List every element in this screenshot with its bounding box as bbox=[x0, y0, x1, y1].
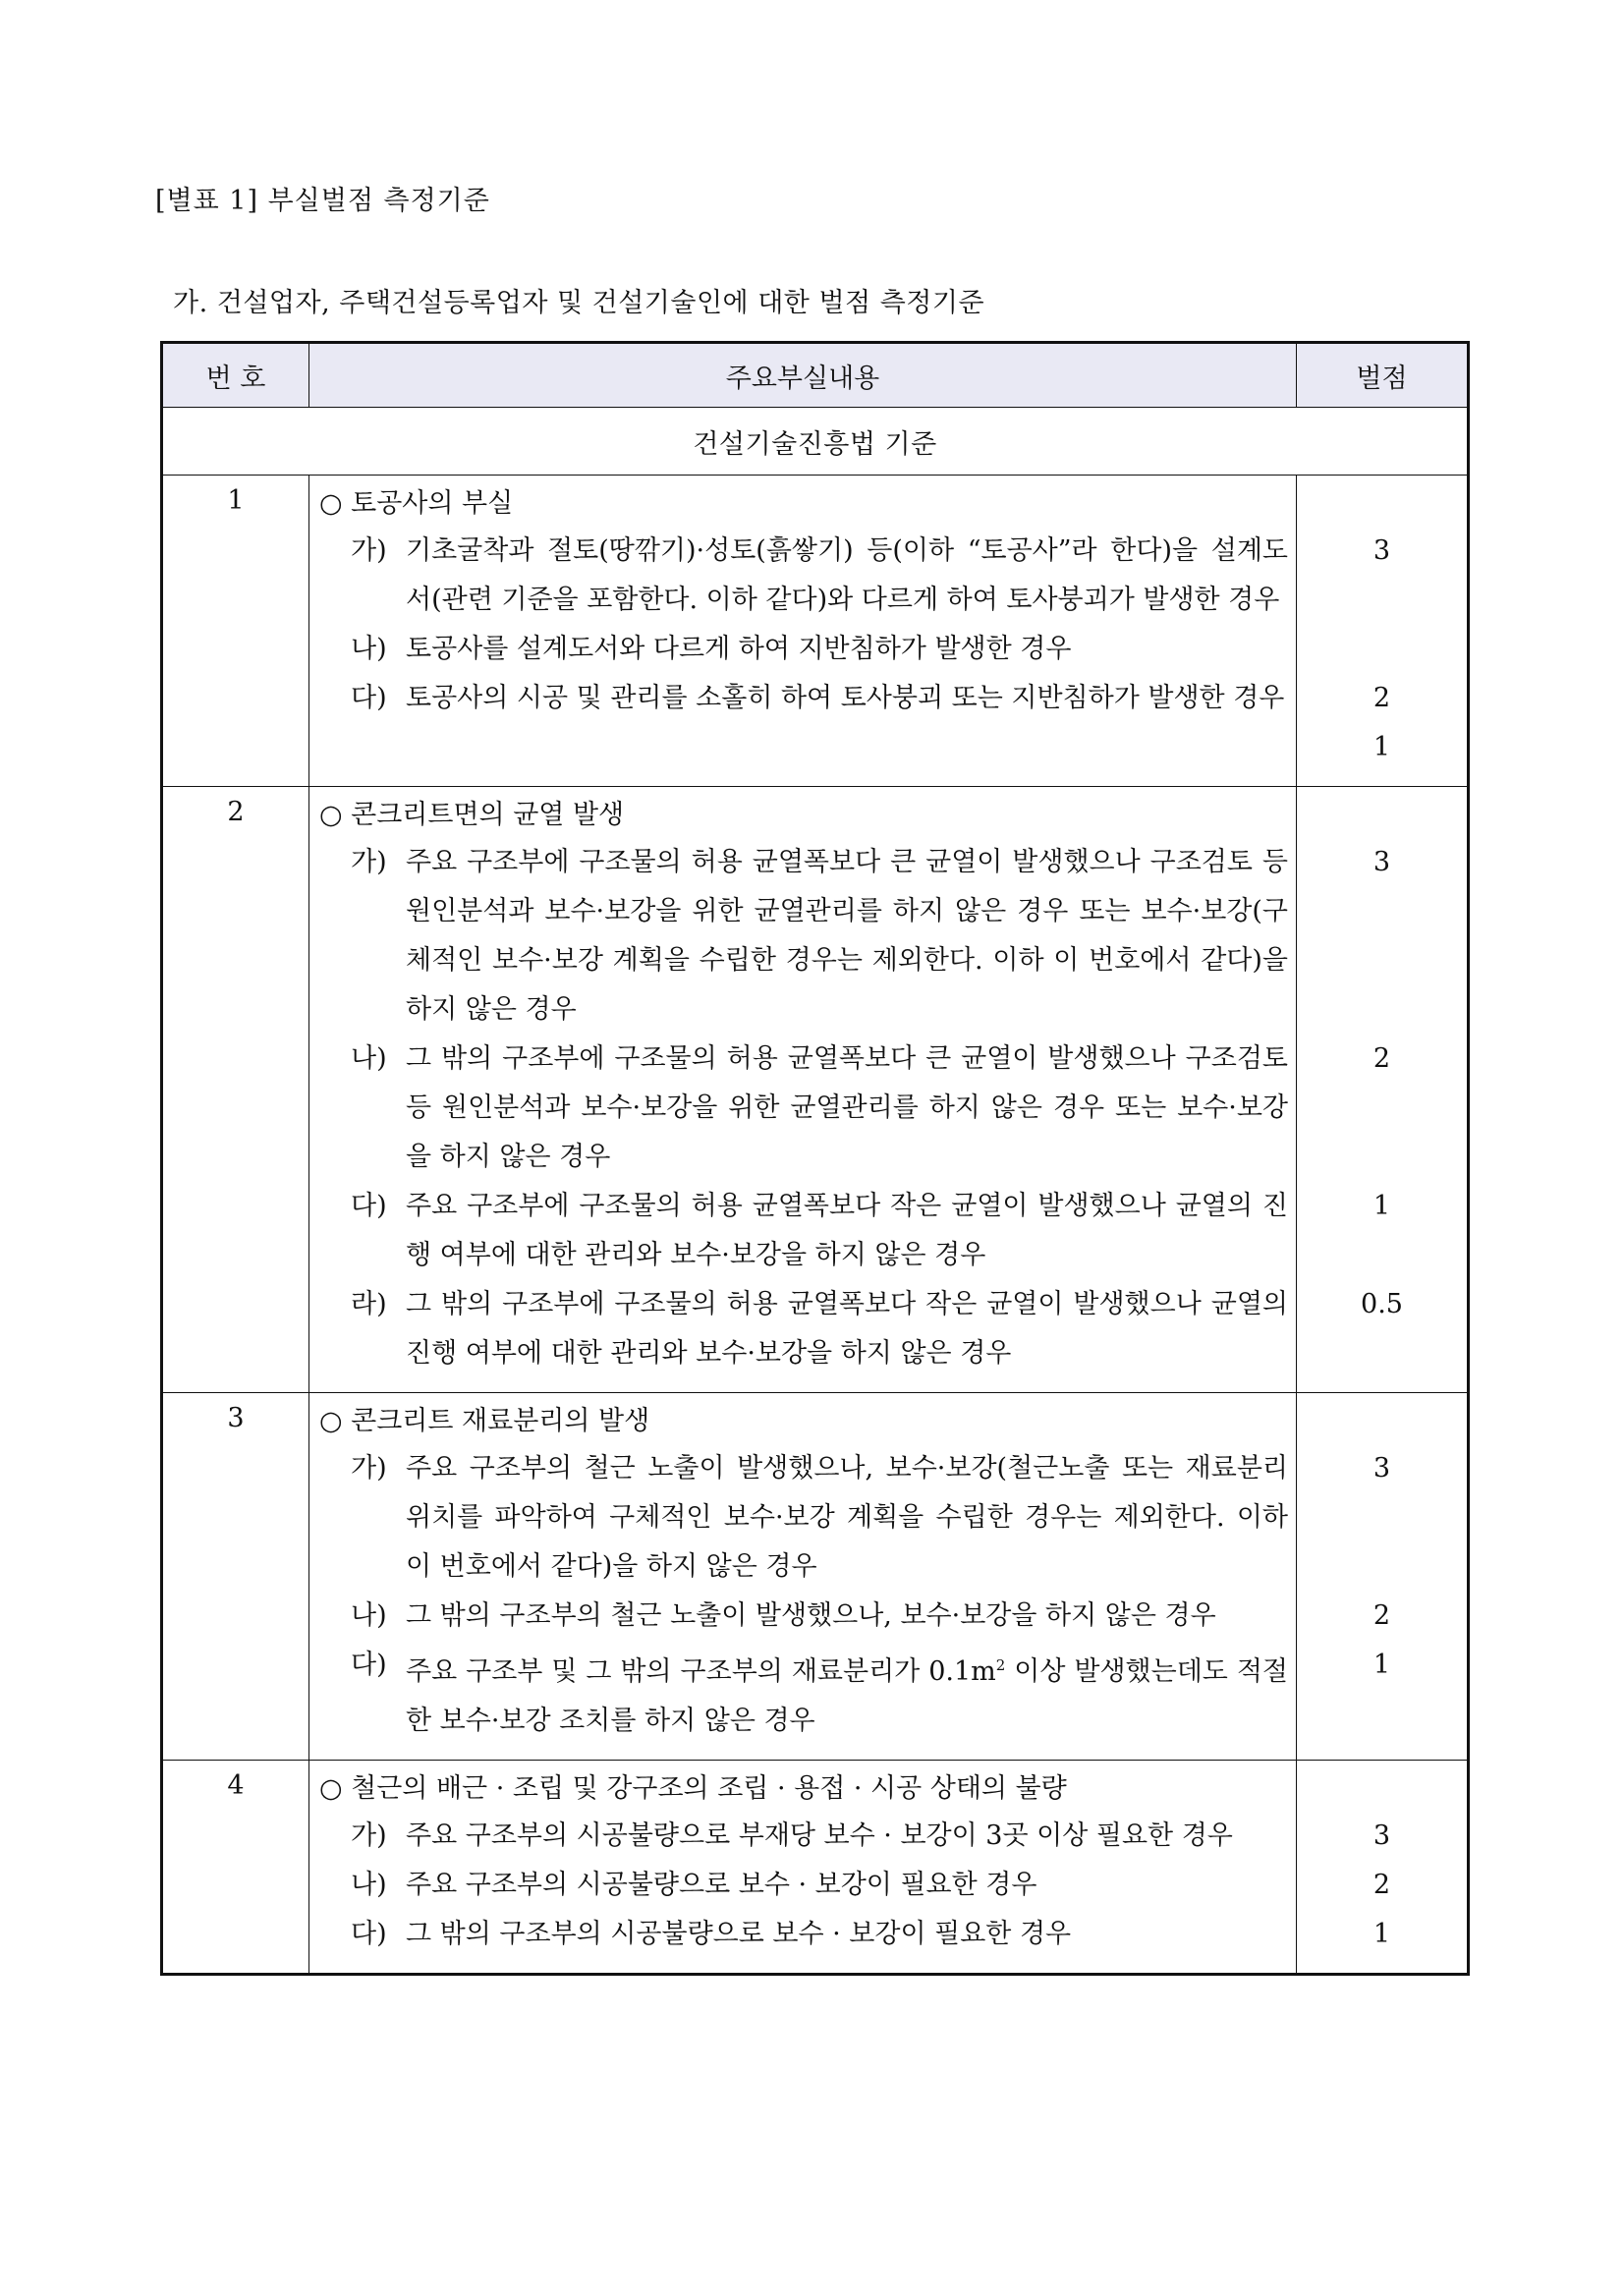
list-item bbox=[319, 1812, 1288, 1861]
table-row bbox=[162, 1761, 1469, 1975]
list-item bbox=[319, 1182, 1288, 1280]
list-item bbox=[319, 1861, 1288, 1910]
row-content bbox=[309, 1761, 1297, 1975]
list-item bbox=[319, 1444, 1288, 1592]
header-points: 벌점 bbox=[1297, 343, 1469, 408]
item-points: 1 bbox=[1372, 1919, 1391, 1949]
list-item bbox=[319, 674, 1288, 723]
row-points bbox=[1297, 476, 1469, 787]
list-item bbox=[319, 625, 1288, 674]
header-number: 번 호 bbox=[162, 343, 309, 408]
item-points: 3 bbox=[1372, 1820, 1391, 1851]
item-points: 2 bbox=[1372, 683, 1391, 713]
item-label: 가) bbox=[351, 847, 387, 877]
item-label: 가) bbox=[351, 535, 387, 566]
row-number: 1 bbox=[162, 476, 309, 787]
list-item bbox=[319, 1280, 1288, 1378]
item-points: 0.5 bbox=[1361, 1289, 1403, 1319]
item-points: 2 bbox=[1372, 1043, 1391, 1074]
item-label: 나) bbox=[351, 1043, 387, 1074]
header-content: 주요부실내용 bbox=[309, 343, 1297, 408]
row-content bbox=[309, 476, 1297, 787]
item-text: 주요 구조부에 구조물의 허용 균열폭보다 큰 균열이 발생했으나 구조검토 등 원인분석과 보수·보강을 위한 균열관리를 하지 않은 경우 또는 보수·보강(구체적인 보수·보강 계획을 수립한 경우는 제외한다. 이하 이 번호에서 같다)을 하지 않은 경우 bbox=[406, 847, 1288, 1025]
item-text: 주요 구조부 및 그 밖의 구조부의 재료분리가 $0.1m^2$ 이상 발생했는데도 적절한 보수·보강 조치를 하지 않은 경우 bbox=[406, 1656, 1288, 1736]
item-label: 다) bbox=[351, 683, 387, 713]
table-row bbox=[162, 1393, 1469, 1761]
list-item bbox=[319, 527, 1288, 625]
row-points bbox=[1297, 787, 1469, 1393]
item-label: 다) bbox=[351, 1919, 387, 1949]
list-item bbox=[319, 1641, 1288, 1746]
row-heading: ○ 철근의 배근 · 조립 및 강구조의 조립 · 용접 · 시공 상태의 불량 bbox=[319, 1773, 1067, 1804]
page-title: [별표 1] 부실벌점 측정기준 bbox=[155, 186, 490, 216]
item-label: 나) bbox=[351, 634, 387, 664]
item-text: 그 밖의 구조부에 구조물의 허용 균열폭보다 작은 균열이 발생했으나 균열의 진행 여부에 대한 관리와 보수·보강을 하지 않은 경우 bbox=[406, 1289, 1288, 1369]
item-text: 주요 구조부의 시공불량으로 부재당 보수 · 보강이 3곳 이상 필요한 경우 bbox=[406, 1820, 1233, 1851]
item-text: 주요 구조부의 시공불량으로 보수 · 보강이 필요한 경우 bbox=[406, 1870, 1037, 1900]
item-text: 그 밖의 구조부에 구조물의 허용 균열폭보다 큰 균열이 발생했으나 구조검토 등 원인분석과 보수·보강을 위한 균열관리를 하지 않은 경우 또는 보수·보강을 하지 않은 경우 bbox=[406, 1043, 1288, 1172]
list-item bbox=[319, 1910, 1288, 1959]
item-text: 그 밖의 구조부의 시공불량으로 보수 · 보강이 필요한 경우 bbox=[406, 1919, 1072, 1949]
item-points: 1 bbox=[1372, 1191, 1391, 1221]
row-heading: ○ 콘크리트면의 균열 발생 bbox=[319, 800, 625, 830]
row-heading: ○ 콘크리트 재료분리의 발생 bbox=[319, 1406, 650, 1436]
row-heading: ○ 토공사의 부실 bbox=[319, 488, 514, 519]
standard-row bbox=[162, 408, 1469, 476]
list-item bbox=[319, 838, 1288, 1035]
item-label: 나) bbox=[351, 1600, 387, 1631]
item-label: 다) bbox=[351, 1191, 387, 1221]
row-content bbox=[309, 1393, 1297, 1761]
item-label: 라) bbox=[351, 1289, 387, 1319]
section-title: 가. 건설업자, 주택건설등록업자 및 건설기술인에 대한 벌점 측정기준 bbox=[173, 288, 985, 318]
item-points: 1 bbox=[1372, 1650, 1391, 1680]
item-text: 그 밖의 구조부의 철근 노출이 발생했으나, 보수·보강을 하지 않은 경우 bbox=[406, 1600, 1216, 1631]
item-points: 2 bbox=[1372, 1600, 1391, 1631]
item-points: 3 bbox=[1372, 535, 1391, 566]
penalty-criteria-table bbox=[160, 341, 1470, 1976]
table-header-row bbox=[162, 343, 1469, 408]
item-text: 토공사의 시공 및 관리를 소홀히 하여 토사붕괴 또는 지반침하가 발생한 경우 bbox=[406, 683, 1285, 713]
item-text: 주요 구조부에 구조물의 허용 균열폭보다 작은 균열이 발생했으나 균열의 진행 여부에 대한 관리와 보수·보강을 하지 않은 경우 bbox=[406, 1191, 1288, 1270]
item-label: 나) bbox=[351, 1870, 387, 1900]
item-label: 다) bbox=[351, 1650, 387, 1680]
row-number: 2 bbox=[162, 787, 309, 1393]
item-points: 1 bbox=[1372, 732, 1391, 762]
row-points bbox=[1297, 1761, 1469, 1975]
item-points: 3 bbox=[1372, 1453, 1391, 1484]
list-item bbox=[319, 1592, 1288, 1641]
row-number: 4 bbox=[162, 1761, 309, 1975]
item-label: 가) bbox=[351, 1820, 387, 1851]
table-row bbox=[162, 787, 1469, 1393]
item-label: 가) bbox=[351, 1453, 387, 1484]
standard-label: 건설기술진흥법 기준 bbox=[162, 408, 1469, 476]
list-item bbox=[319, 1035, 1288, 1182]
item-points: 3 bbox=[1372, 847, 1391, 877]
item-text: 기초굴착과 절토(땅깎기)·성토(흙쌓기) 등(이하 “토공사”라 한다)을 설계도서(관련 기준을 포함한다. 이하 같다)와 다르게 하여 토사붕괴가 발생한 경우 bbox=[406, 535, 1288, 615]
row-points bbox=[1297, 1393, 1469, 1761]
row-content bbox=[309, 787, 1297, 1393]
table-row bbox=[162, 476, 1469, 787]
item-text: 토공사를 설계도서와 다르게 하여 지반침하가 발생한 경우 bbox=[406, 634, 1072, 664]
item-points: 2 bbox=[1372, 1870, 1391, 1900]
item-text: 주요 구조부의 철근 노출이 발생했으나, 보수·보강(철근노출 또는 재료분리 위치를 파악하여 구체적인 보수·보강 계획을 수립한 경우는 제외한다. 이하 이 번호에서 같다)을 하지 않은 경우 bbox=[406, 1453, 1288, 1582]
row-number: 3 bbox=[162, 1393, 309, 1761]
